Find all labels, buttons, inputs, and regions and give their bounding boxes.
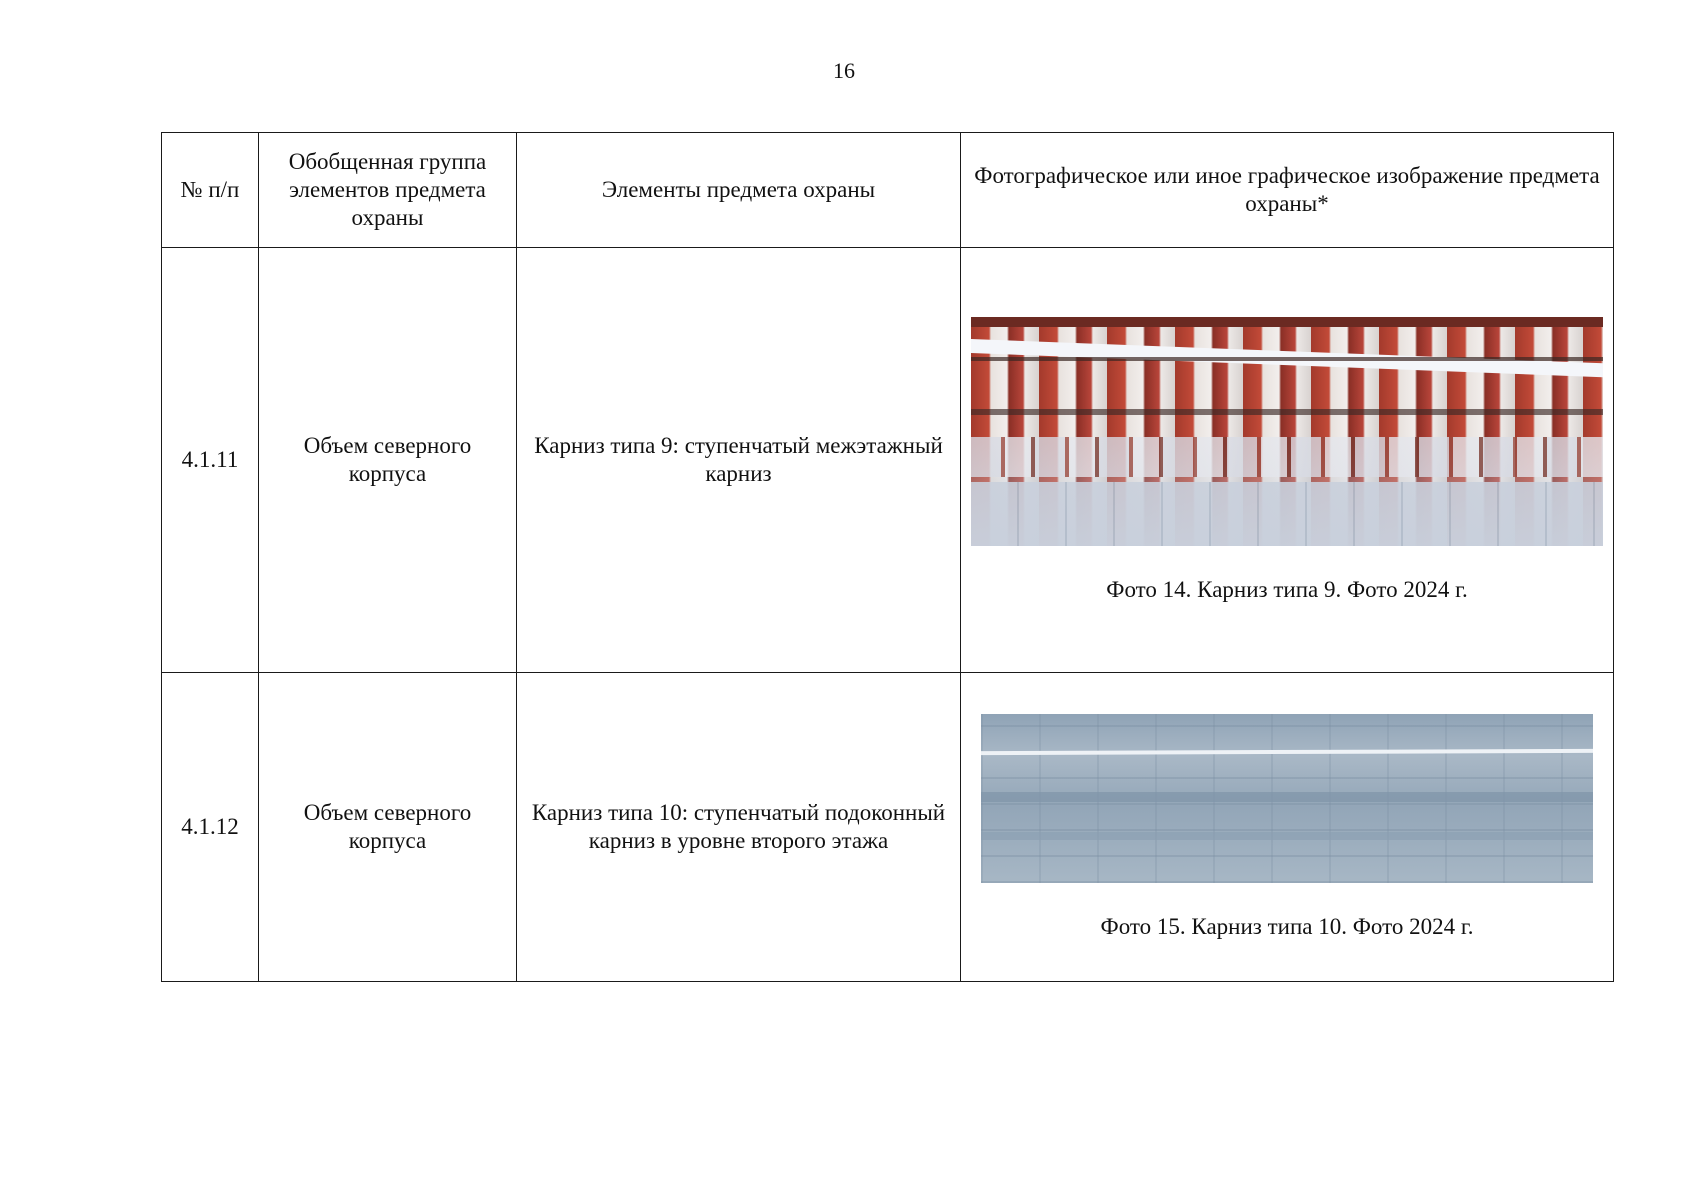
photo-caption: Фото 15. Карниз типа 10. Фото 2024 г.	[1100, 913, 1474, 939]
photo-container	[961, 714, 1613, 941]
row-group: Объем северного корпуса	[259, 248, 517, 673]
header-group: Обобщенная группа элементов предмета охраны	[259, 133, 517, 248]
header-elements: Элементы предмета охраны	[517, 133, 961, 248]
cornice-type-10-photo	[981, 714, 1593, 883]
header-image: Фотографическое или иное графическое изображение предмета охраны*	[961, 133, 1614, 248]
row-element: Карниз типа 10: ступенчатый подоконный карниз в уровне второго этажа	[517, 673, 961, 982]
row-group: Объем северного корпуса	[259, 673, 517, 982]
row-num: 4.1.11	[162, 248, 259, 673]
photo-caption: Фото 14. Карниз типа 9. Фото 2024 г.	[1106, 576, 1468, 602]
row-photo-cell	[961, 673, 1614, 982]
table-row	[162, 673, 1614, 982]
photo-container	[961, 317, 1613, 604]
protection-elements-table	[161, 132, 1614, 982]
row-photo-cell	[961, 248, 1614, 673]
cornice-type-9-photo	[971, 317, 1603, 546]
row-num: 4.1.12	[162, 673, 259, 982]
table-row	[162, 248, 1614, 673]
page-number: 16	[833, 58, 855, 83]
header-num: № п/п	[162, 133, 259, 248]
row-element: Карниз типа 9: ступенчатый межэтажный карниз	[517, 248, 961, 673]
table-header-row	[162, 133, 1614, 248]
